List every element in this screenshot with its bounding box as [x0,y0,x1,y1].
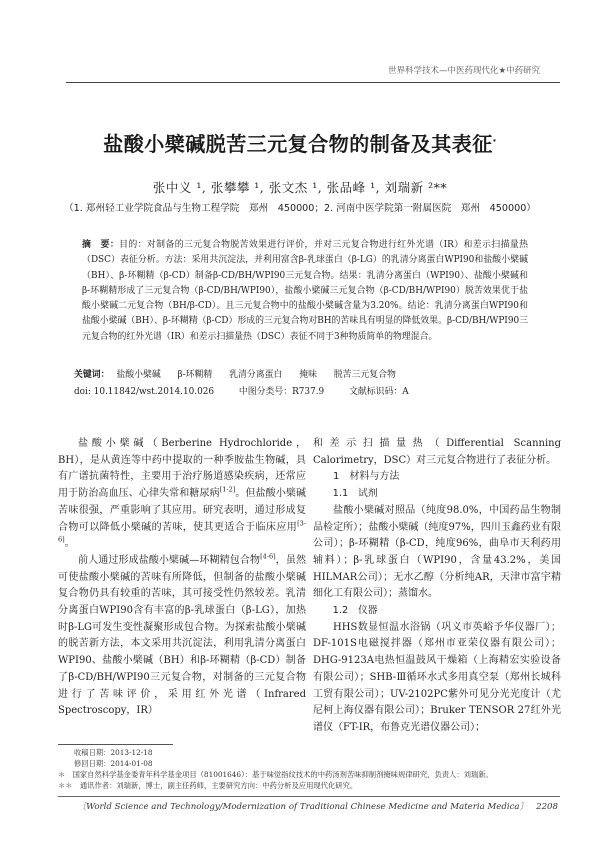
body-paragraph: HHS数显恒温水浴锅（巩义市英峪予华仪器厂）；DF-101S电磁搅拌器（郑州市亚荣仪器有限公司）；DHG-9123A电热恒温鼓风干燥箱（上海精宏实验设备有限公司）；SHB-Ⅲ循环水式多用真空泵（郑州长城科工贸有限公司）；UV-2102PC紫外可见分光光度计（尤尼柯上海仪器有限公司）；Bruker TENSOR 27红外光谱仪（FT-IR，布鲁克光谱仪器公司）； [313,621,561,733]
subsection-heading: 1.1 试剂 [332,488,378,500]
document-code: 文献标识码：A [349,387,409,397]
running-header: 世界科学技术—中医药现代化★中药研究 [388,66,541,76]
affiliations: （1. 郑州轻工业学院食品与生物工程学院 郑州 450000；2. 河南中医学院第一附属医院 郑州 450000） [64,203,536,214]
clc-number: 中图分类号：R737.9 [238,387,325,397]
citation: [4-6] [260,552,276,561]
text-run: 前人通过形成盐酸小檗碱—环糊精包合物 [78,554,261,566]
footnote-rule [58,744,173,745]
body-paragraph: 盐酸小檗碱对照品（纯度98.0%，中国药品生物制品检定所）；盐酸小檗碱（纯度97%，四川玉鑫药业有限公司）；β-环糊精（β-CD，纯度96%，曲阜市天利药用辅料）；β-乳球蛋白（WPI90，含量43.2%，美国HILMAR公司）；无水乙醇（分析纯AR，天津市富宇精细化工有限公司）；蒸馏水。 [313,504,561,600]
keyword: 乳清分离蛋白 [229,370,283,380]
journal-footer [78,800,559,812]
journal-name: 〔World Science and Technology/Modernization of Traditional Chinese Medicine and Materia Medica〕 [77,802,529,812]
citation: [3-6] [58,519,306,544]
corresponding-author-footnote: ＊＊ 通讯作者：刘瑞新，博士，副主任药师，主要研究方向：中药分析及应用现代化研究。 [58,781,358,790]
abstract [82,238,528,345]
author-list: 张中义 ¹, 张攀攀 ¹, 张文杰 ¹, 张品峰 ¹, 刘瑞新 ²** [152,180,448,195]
article-title [40,128,560,157]
body-paragraph [58,553,306,720]
keyword: 盐酸小檗碱 [116,370,161,380]
keyword: 掩味 [299,370,317,380]
keyword: β-环糊精 [177,370,213,380]
right-column [313,436,561,737]
subsection-heading: 1.2 仪器 [332,605,378,617]
section-heading: 1 材料与方法 [333,471,400,483]
abstract-label: 摘 要： [82,240,120,250]
body-paragraph [58,436,306,553]
received-date: 收稿日期：2013-12-18 [74,748,153,757]
keywords [74,367,410,380]
doi: doi: 10.11842/wst.2014.10.026 [74,387,215,397]
text-run: 。 [64,538,75,550]
page-number: 2208 [536,802,558,812]
keywords-label: 关键词： [74,370,110,380]
header-rule [66,82,560,83]
abstract-text: 目的：对制备的三元复合物脱苦效果进行评价，并对三元复合物进行红外光谱（IR）和差示扫描量热（DSC）表征分析。方法：采用共沉淀法，并利用富含β-乳球蛋白（β-LG）的乳清分离蛋白WPI90和盐酸小檗碱（BH）、β-环糊精（β-CD）制备β-CD/BH/WPI90三元复合物。结果：乳清分离蛋白（WPI90）、盐酸小檗碱和β-环糊精形成了三元复合物（β-CD/BH/WPI90），盐酸小檗碱三元复合物（β-CD/BH/WPI90）脱苦效果优于盐酸小檗碱二元复合物（BH/β-CD）。且三元复合物中的盐酸小檗碱含量为3.20%。结论：乳清分离蛋白WPI90和盐酸小檗碱（BH）、β-环糊精（β-CD）形成的三元复合物对BH的苦味具有明显的降低效果。β-CD/BH/WPI90三元复合物的红外光谱（IR）和差示扫描量热（DSC）表征不同于3种物质简单的物理混合。 [82,240,528,342]
citation: [1-2] [219,485,236,494]
text-run: ，虽然可使盐酸小檗碱的苦味有所降低，但制备的盐酸小檗碱复合物仍具有较重的苦味，其可接受性仍然较差。乳清分离蛋白WPI90含有丰富的β-乳球蛋白（β-LG），加热时β-LG可发生变性凝聚形成包合物。为探索盐酸小檗碱的脱苦新方法，本文采用共沉淀法，利用乳清分离蛋白WPI90、盐酸小檗碱（BH）和β-环糊精（β-CD）制备了β-CD/BH/WPI90三元复合物，对制备的三元复合物进行了苦味评价，采用红外光谱（Infrared Spectroscopy，IR） [58,554,307,717]
left-column [58,436,306,720]
article-metadata [74,384,431,397]
footer-rule [58,796,560,797]
title-footnote-mark: * [492,137,497,146]
fund-footnote: ＊ 国家自然科学基金委青年科学基金项目（81001646）：基于味觉指纹技术的中药汤剂苦味抑制剂掩味规律研究，负责人：刘瑞新。 [58,770,493,779]
body-paragraph: 和差示扫描量热（Differential Scanning Calorimetry，DSC）对三元复合物进行了表征分析。 [313,438,561,466]
revised-date: 修回日期：2014-01-08 [74,759,153,768]
keyword: 脱苦三元复合物 [333,370,396,380]
title-text: 盐酸小檗碱脱苦三元复合物的制备及其表征 [103,132,493,156]
text-run: 盐酸小檗碱（Berberine Hydrochloride，BH），是从黄连等中药中提取的一种季胺盐生物碱，具有广谱抗菌特性，主要用于治疗肠道感染疾病，还常应用于防治高血压、心律失常和糖尿病 [58,438,306,500]
text-run: 。但盐酸小檗碱苦味很强，严重影响了其应用。研究表明，通过形成复合物可以降低小檗碱的苦味，使其更适合于临床应用 [58,488,307,533]
